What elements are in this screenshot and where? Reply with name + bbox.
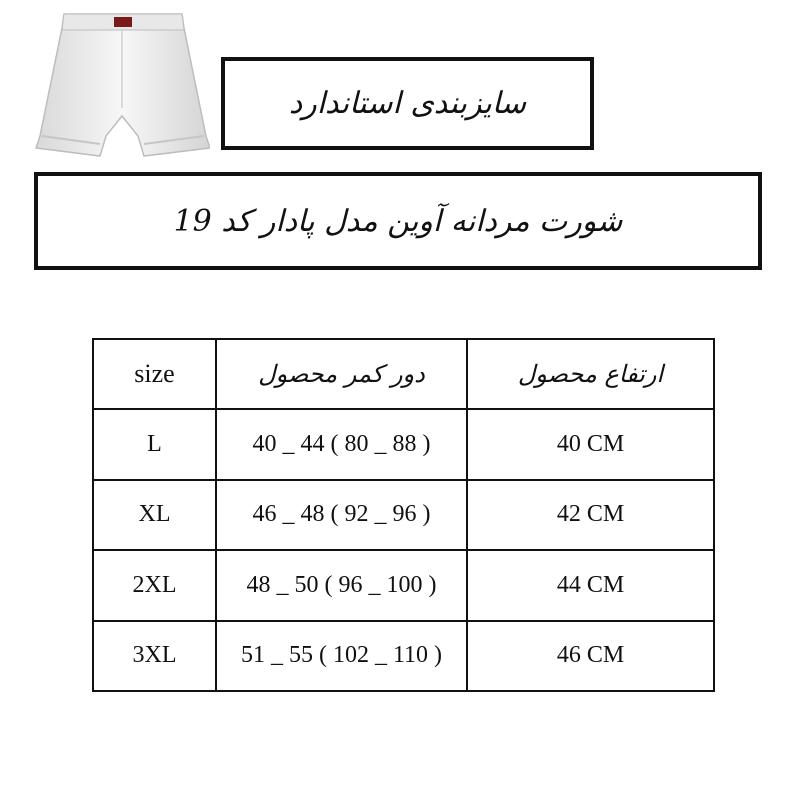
table-row [93, 480, 714, 550]
cell-waist: 48 _ 50 ( 96 _ 100 ) [216, 550, 467, 620]
cell-waist: 46 _ 48 ( 92 _ 96 ) [216, 480, 467, 550]
table-row [93, 409, 714, 479]
page-title: سایزبندی استاندارد [288, 86, 527, 121]
cell-size: XL [93, 480, 216, 550]
table-header-row [93, 339, 714, 409]
cell-height: 40 CM [467, 409, 714, 479]
cell-size: 3XL [93, 621, 216, 691]
cell-height: 46 CM [467, 621, 714, 691]
cell-height: 44 CM [467, 550, 714, 620]
subtitle-box [34, 172, 762, 270]
cell-waist: 51 _ 55 ( 102 _ 110 ) [216, 621, 467, 691]
cell-size: L [93, 409, 216, 479]
cell-size: 2XL [93, 550, 216, 620]
header-height: ارتفاع محصول [467, 339, 714, 409]
cell-waist: 40 _ 44 ( 80 _ 88 ) [216, 409, 467, 479]
table-row [93, 621, 714, 691]
table-row [93, 550, 714, 620]
size-table [92, 338, 715, 692]
header-waist: دور کمر محصول [216, 339, 467, 409]
cell-height: 42 CM [467, 480, 714, 550]
product-image [34, 8, 210, 163]
product-name: شورت مردانه آوین مدل پادار کد 19 [173, 203, 623, 239]
header-size: size [93, 339, 216, 409]
title-box [221, 57, 594, 150]
